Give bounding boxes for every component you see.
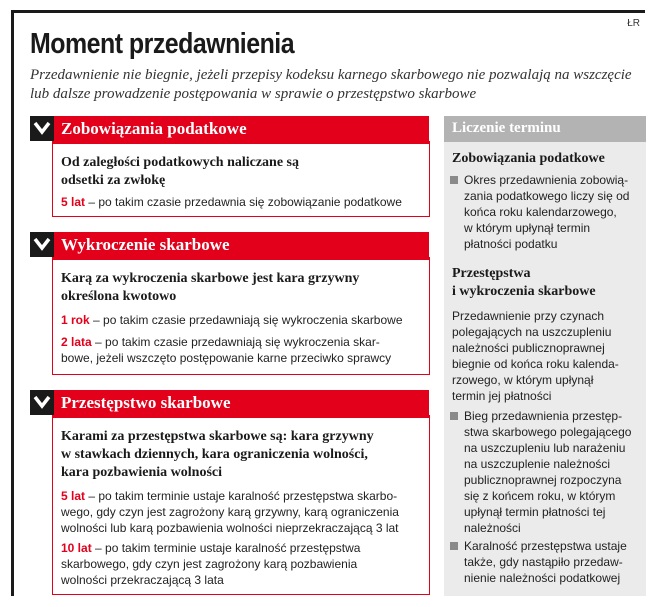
sidebar-bullet-2 (464, 408, 644, 536)
term-text: – po takim terminie ustaje karalność przestępstwa (91, 541, 361, 555)
sidebar-bullet-1 (464, 172, 644, 252)
sidebar-heading-crimes (452, 265, 596, 301)
term-value: 10 lat (61, 541, 92, 555)
heading-line: odsetki za zwłokę (61, 173, 166, 188)
text-line: Okres przedawnienia zobowią- (464, 173, 629, 187)
term-item (61, 194, 421, 210)
term-text: wolności lub karą pozbawienia wolności nieprzekraczającą 3 lat (61, 521, 399, 535)
term-item (61, 334, 421, 366)
term-value: 2 lata (61, 335, 92, 349)
section-box-tax-obligations (52, 141, 430, 217)
text-line: upłynął termin płatności tej (464, 505, 606, 519)
author-credit: ŁR (627, 18, 640, 29)
bullet-square (450, 412, 458, 420)
section-heading (61, 428, 374, 482)
text-line: polegających na uszczupleniu (452, 325, 612, 339)
text-line: na uszczupleniu lub narażeniu (464, 441, 626, 455)
lead-paragraph: Przedawnienie nie biegnie, jeżeli przepisy kodeksu karnego skarbowego nie pozwalają na wszczęcie lub dalsze prowadzenie postępowania w sprawie o przestępstwo skarbowe (30, 67, 632, 102)
term-value: 1 rok (61, 313, 90, 327)
term-text: – po takim czasie przedawniają się wykroczenia skarbowe (89, 313, 403, 327)
text-line: płatności podatku (464, 237, 558, 251)
text-line: rzowego, w którym upłynął (452, 373, 594, 387)
section-header-fiscal-crime (30, 390, 429, 415)
text-line: się z końcem roku, w którym (464, 489, 616, 503)
term-text: bowe, jeżeli wszczęto postępowanie karne przeciwko sprawcy (61, 351, 392, 365)
heading-line: Karą za wykroczenia skarbowe jest kara grzywny (61, 271, 360, 286)
term-item (61, 312, 421, 328)
bullet-square (450, 176, 458, 184)
term-text: wolności przekraczającą 3 lata (61, 573, 224, 587)
section-heading (61, 154, 299, 190)
heading-line: Karami za przestępstwa skarbowe są: kara grzywny (61, 429, 374, 444)
section-box-fiscal-crime (52, 415, 430, 595)
sidebar-deadline-counting (444, 116, 646, 596)
term-text: – po takim czasie przedawniają się wykroczenia skar- (91, 335, 380, 349)
text-line: zania podatkowego liczy się od (464, 189, 630, 203)
sidebar-header (444, 116, 646, 142)
text-line: biegnie od końca roku kalenda- (452, 357, 619, 371)
text-line: stwa skarbowego polegającego (464, 425, 632, 439)
chevron-down-icon (30, 390, 54, 415)
text-line: publicznoprawnej rozpoczyna (464, 473, 622, 487)
section-box-fiscal-offence (52, 257, 430, 375)
sidebar-paragraph (452, 308, 642, 404)
term-item (61, 488, 421, 536)
heading-line: kara pozbawienia wolności (61, 465, 223, 480)
text-line: należności publicznoprawnej (452, 341, 605, 355)
chevron-down-icon (30, 116, 54, 141)
section-title: Przestępstwo skarbowe (61, 393, 231, 412)
term-text: skarbowego, gdy czyn jest zagrożony karą pozbawienia (61, 557, 358, 571)
text-line: Bieg przedawnienia przestęp- (464, 409, 623, 423)
term-text: – po takim terminie ustaje karalność przestępstwa skarbo- (85, 489, 398, 503)
term-text: wego, gdy czyn jest zagrożony karą grzywny, karą ograniczenia (61, 505, 399, 519)
section-header-fiscal-offence (30, 232, 429, 257)
sidebar-bullet-3 (464, 538, 644, 586)
text-line: nienie należności podatkowej (464, 571, 621, 585)
sidebar-title: Liczenie terminu (452, 120, 561, 136)
term-text: – po takim czasie przedawnia się zobowiązanie podatkowe (85, 195, 402, 209)
section-title: Zobowiązania podatkowe (61, 119, 247, 138)
text-line: Karalność przestępstwa ustaje (464, 539, 627, 553)
heading-line: w stawkach dziennych, kara ograniczenia wolności, (61, 447, 368, 462)
term-item (61, 540, 421, 588)
chevron-down-icon (30, 232, 54, 257)
term-value: 5 lat (61, 489, 86, 503)
text-line: na uszczuplenie należności (464, 457, 611, 471)
section-heading (61, 270, 359, 306)
sidebar-heading-tax: Zobowiązania podatkowe (452, 151, 605, 166)
text-line: termin jej płatności (452, 389, 552, 403)
text-line: Przedawnienie przy czynach (452, 309, 605, 323)
heading-line: Od zaległości podatkowych naliczane są (61, 155, 300, 170)
frame-left-rule (11, 10, 14, 596)
page-title: Moment przedawnienia (30, 28, 295, 60)
text-line: w którym upłynął termin (464, 221, 591, 235)
frame-top-rule (11, 10, 645, 13)
text-line: należności (464, 521, 521, 535)
section-header-tax-obligations (30, 116, 429, 141)
heading-line: Przestępstwa (452, 266, 531, 281)
heading-line: i wykroczenia skarbowe (452, 284, 596, 299)
text-line: końca roku kalendarzowego, (464, 205, 617, 219)
bullet-square (450, 542, 458, 550)
heading-line: określona kwotowo (61, 289, 177, 304)
section-title: Wykroczenie skarbowe (61, 235, 230, 254)
term-value: 5 lat (61, 195, 86, 209)
text-line: także, gdy nastąpiło przedaw- (464, 555, 623, 569)
